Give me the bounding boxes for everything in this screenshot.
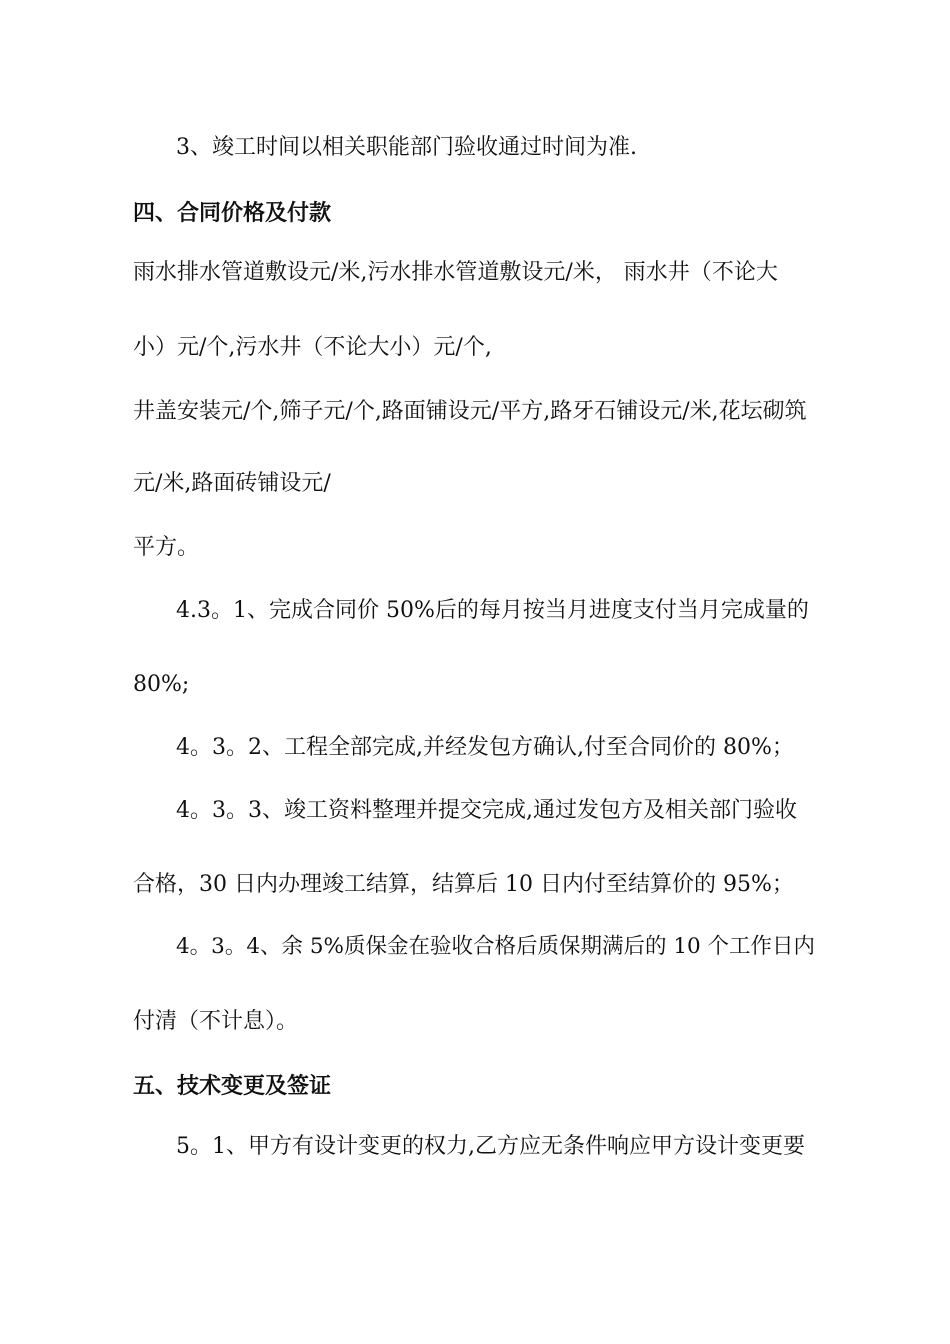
paragraph-line: 4.3。1、完成合同价 50%后的每月按当月进度支付当月完成量的	[176, 598, 809, 623]
paragraph-line: 4。3。3、竣工资料整理并提交完成,通过发包方及相关部门验收	[176, 798, 797, 823]
section-heading: 四、合同价格及付款	[133, 200, 332, 226]
paragraph-line: 元/米,路面砖铺设元/	[133, 471, 331, 496]
paragraph-line: 3、竣工时间以相关职能部门验收通过时间为准.	[176, 135, 637, 160]
paragraph-line: 雨水排水管道敷设元/米,污水排水管道敷设元/米， 雨水井（不论大	[133, 260, 778, 285]
section-heading: 五、技术变更及签证	[133, 1073, 332, 1099]
paragraph-line: 小）元/个,污水井（不论大小）元/个,	[133, 335, 492, 360]
paragraph-line: 4。3。2、工程全部完成,并经发包方确认,付至合同价的 80%；	[176, 735, 794, 760]
paragraph-line: 合格，30 日内办理竣工结算，结算后 10 日内付至结算价的 95%；	[133, 872, 794, 897]
paragraph-line: 井盖安装元/个,筛子元/个,路面铺设元/平方,路牙石铺设元/米,花坛砌筑	[133, 399, 807, 424]
paragraph-line: 平方。	[133, 535, 200, 560]
paragraph-line: 4。3。4、余 5%质保金在验收合格后质保期满后的 10 个工作日内	[176, 934, 816, 959]
paragraph-line: 5。1、甲方有设计变更的权力,乙方应无条件响应甲方设计变更要	[176, 1134, 805, 1159]
paragraph-line: 80%;	[133, 672, 190, 697]
paragraph-line: 付清（不计息）。	[133, 1009, 299, 1034]
